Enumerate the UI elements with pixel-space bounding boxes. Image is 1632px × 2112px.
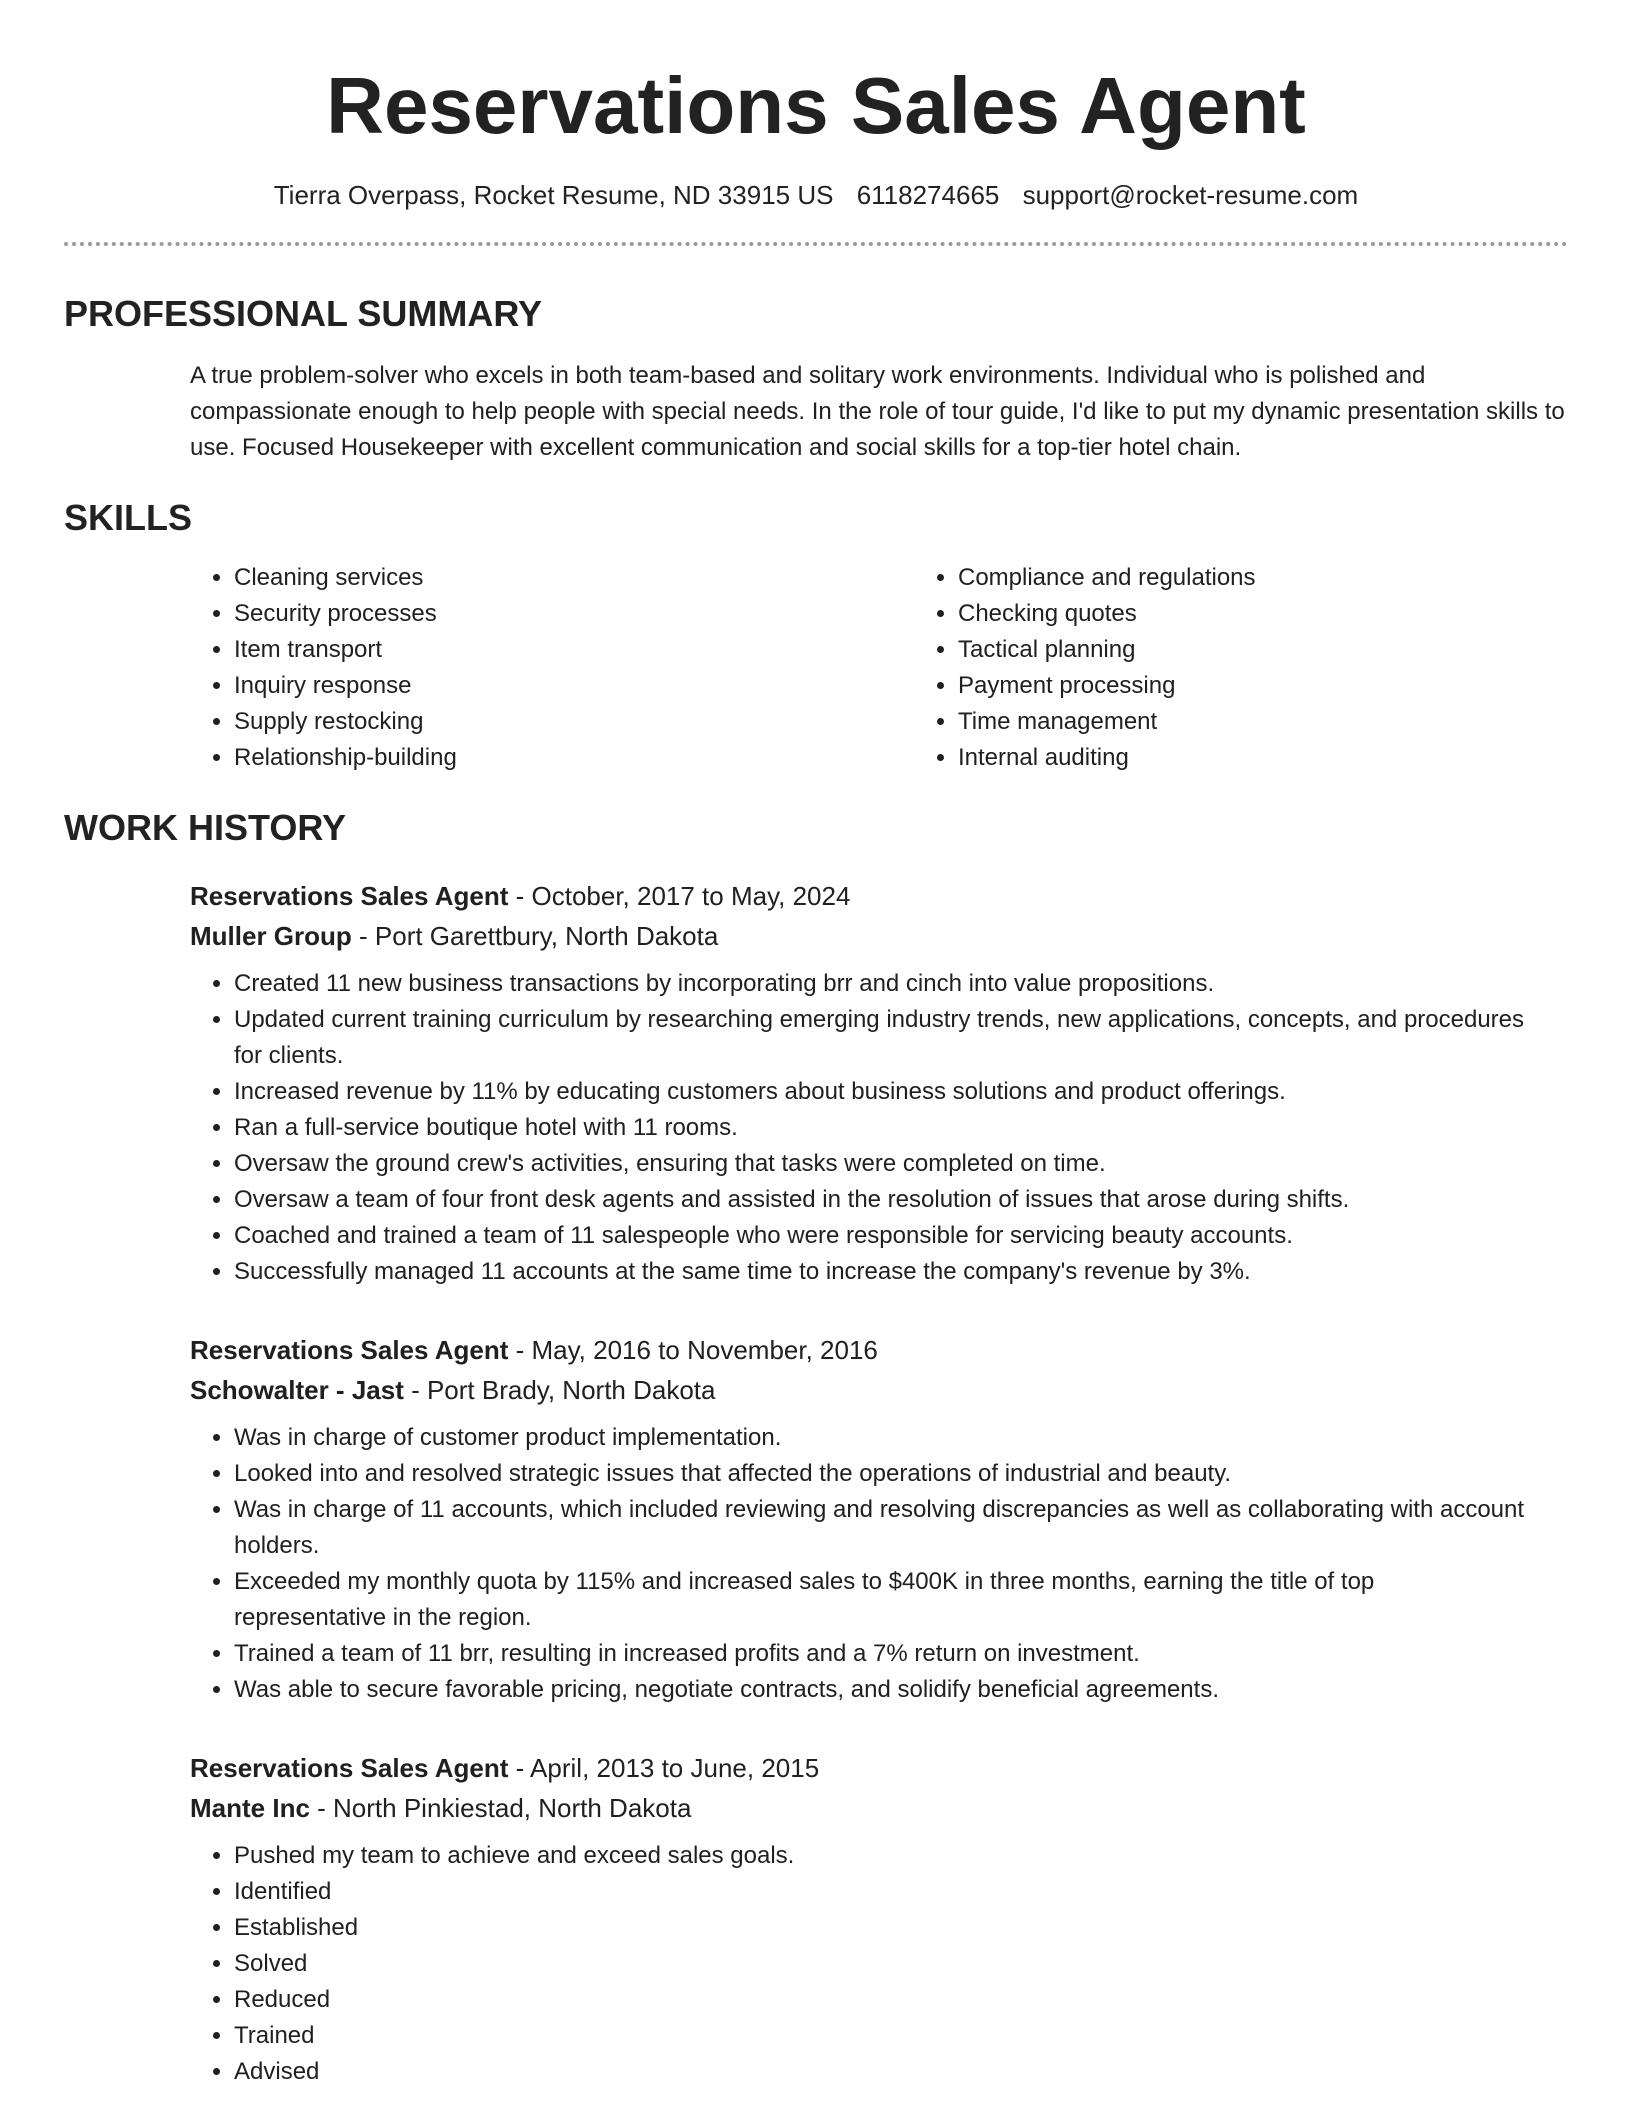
job-bullet: • Pushed my team to achieve and exceed sales goals. bbox=[234, 1838, 1528, 1874]
skill-item: • Security processes bbox=[234, 596, 914, 632]
skill-item: • Checking quotes bbox=[958, 596, 1256, 632]
summary-heading: PROFESSIONAL SUMMARY bbox=[64, 293, 543, 334]
job-bullet: • Successfully managed 11 accounts at the same time to increase the company's revenue by 3%. bbox=[234, 1254, 1528, 1290]
skill-item: • Relationship-building bbox=[234, 740, 914, 776]
job-company-line bbox=[190, 916, 1568, 956]
skill-item: • Item transport bbox=[234, 632, 914, 668]
skill-item: • Inquiry response bbox=[234, 668, 914, 704]
skill-item: • Payment processing bbox=[958, 668, 1256, 704]
job-title-line bbox=[190, 876, 1568, 916]
job-bullet: • Established bbox=[234, 1910, 1528, 1946]
job-bullet: • Looked into and resolved strategic issues that affected the operations of industrial and beauty. bbox=[234, 1456, 1528, 1492]
contact-phone: 6118274665 bbox=[856, 180, 1000, 210]
job-bullet: • Created 11 new business transactions by incorporating brr and cinch into value propositions. bbox=[234, 966, 1528, 1002]
job-title-line bbox=[190, 1748, 1568, 1788]
resume-title: Reservations Sales Agent bbox=[326, 61, 1306, 150]
job-title: Reservations Sales Agent bbox=[190, 1753, 509, 1783]
contact-address: Tierra Overpass, Rocket Resume, ND 33915 US bbox=[273, 180, 834, 210]
contact-email: support@rocket-resume.com bbox=[1022, 180, 1359, 210]
skill-item: • Time management bbox=[958, 704, 1256, 740]
job-entry bbox=[190, 876, 1568, 1290]
job-company-line bbox=[190, 1370, 1568, 1410]
job-title: Reservations Sales Agent bbox=[190, 881, 509, 911]
job-bullets bbox=[190, 966, 1528, 1290]
job-bullet: • Exceeded my monthly quota by 115% and increased sales to $400K in three months, earning the title of top representative in the region. bbox=[234, 1564, 1528, 1636]
contact-line bbox=[64, 178, 1568, 212]
job-location: - Port Garettbury, North Dakota bbox=[351, 921, 719, 951]
job-bullet: • Was in charge of customer product implementation. bbox=[234, 1420, 1528, 1456]
job-bullet: • Trained bbox=[234, 2018, 1528, 2054]
job-bullets bbox=[190, 1838, 1528, 2090]
skill-item: • Cleaning services bbox=[234, 560, 914, 596]
job-entry bbox=[190, 1330, 1568, 1708]
job-bullet: • Updated current training curriculum by researching emerging industry trends, new applications, concepts, and procedures for clients. bbox=[234, 1002, 1528, 1074]
job-bullet: • Trained a team of 11 brr, resulting in increased profits and a 7% return on investment. bbox=[234, 1636, 1528, 1672]
job-company: Muller Group bbox=[190, 921, 352, 951]
skill-item: • Tactical planning bbox=[958, 632, 1256, 668]
job-dates: - October, 2017 to May, 2024 bbox=[508, 881, 851, 911]
job-bullet: • Was in charge of 11 accounts, which included reviewing and resolving discrepancies as well as collaborating with account holders. bbox=[234, 1492, 1528, 1564]
job-bullet: • Advised bbox=[234, 2054, 1528, 2090]
job-bullet: • Oversaw the ground crew's activities, ensuring that tasks were completed on time. bbox=[234, 1146, 1528, 1182]
skill-item: • Internal auditing bbox=[958, 740, 1256, 776]
job-title: Reservations Sales Agent bbox=[190, 1335, 509, 1365]
job-dates: - May, 2016 to November, 2016 bbox=[508, 1335, 878, 1365]
job-entry bbox=[190, 1748, 1568, 2090]
job-company: Mante Inc bbox=[190, 1793, 310, 1823]
job-location: - Port Brady, North Dakota bbox=[403, 1375, 716, 1405]
job-bullet: • Ran a full-service boutique hotel with 11 rooms. bbox=[234, 1110, 1528, 1146]
job-company: Schowalter - Jast bbox=[190, 1375, 404, 1405]
job-bullets bbox=[190, 1420, 1528, 1708]
skills-heading: SKILLS bbox=[64, 497, 193, 538]
summary-text: A true problem-solver who excels in both team-based and solitary work environments. Individual who is polished and compassionate enough to help people with special needs. In the role of tour guide, I'd like to put my dynamic presentation skills to use. Focused Housekeeper with excellent communication and social skills for a top-tier hotel chain. bbox=[190, 362, 1565, 461]
skills-list bbox=[190, 560, 1568, 776]
job-location: - North Pinkiestad, North Dakota bbox=[309, 1793, 692, 1823]
job-bullet: • Oversaw a team of four front desk agents and assisted in the resolution of issues that arose during shifts. bbox=[234, 1182, 1528, 1218]
job-company-line bbox=[190, 1788, 1568, 1828]
job-bullet: • Increased revenue by 11% by educating customers about business solutions and product offerings. bbox=[234, 1074, 1528, 1110]
skill-item: • Supply restocking bbox=[234, 704, 914, 740]
job-bullet: • Was able to secure favorable pricing, negotiate contracts, and solidify beneficial agreements. bbox=[234, 1672, 1528, 1708]
job-bullet: • Reduced bbox=[234, 1982, 1528, 2018]
job-bullet: • Identified bbox=[234, 1874, 1528, 1910]
job-title-line bbox=[190, 1330, 1568, 1370]
skill-item: • Compliance and regulations bbox=[958, 560, 1256, 596]
job-bullet: • Coached and trained a team of 11 salespeople who were responsible for servicing beauty accounts. bbox=[234, 1218, 1528, 1254]
header-divider bbox=[64, 242, 1568, 246]
skills-column-right bbox=[914, 560, 1256, 776]
job-bullet: • Solved bbox=[234, 1946, 1528, 1982]
work-history-heading: WORK HISTORY bbox=[64, 807, 347, 848]
skills-column-left bbox=[190, 560, 914, 776]
job-dates: - April, 2013 to June, 2015 bbox=[508, 1753, 820, 1783]
